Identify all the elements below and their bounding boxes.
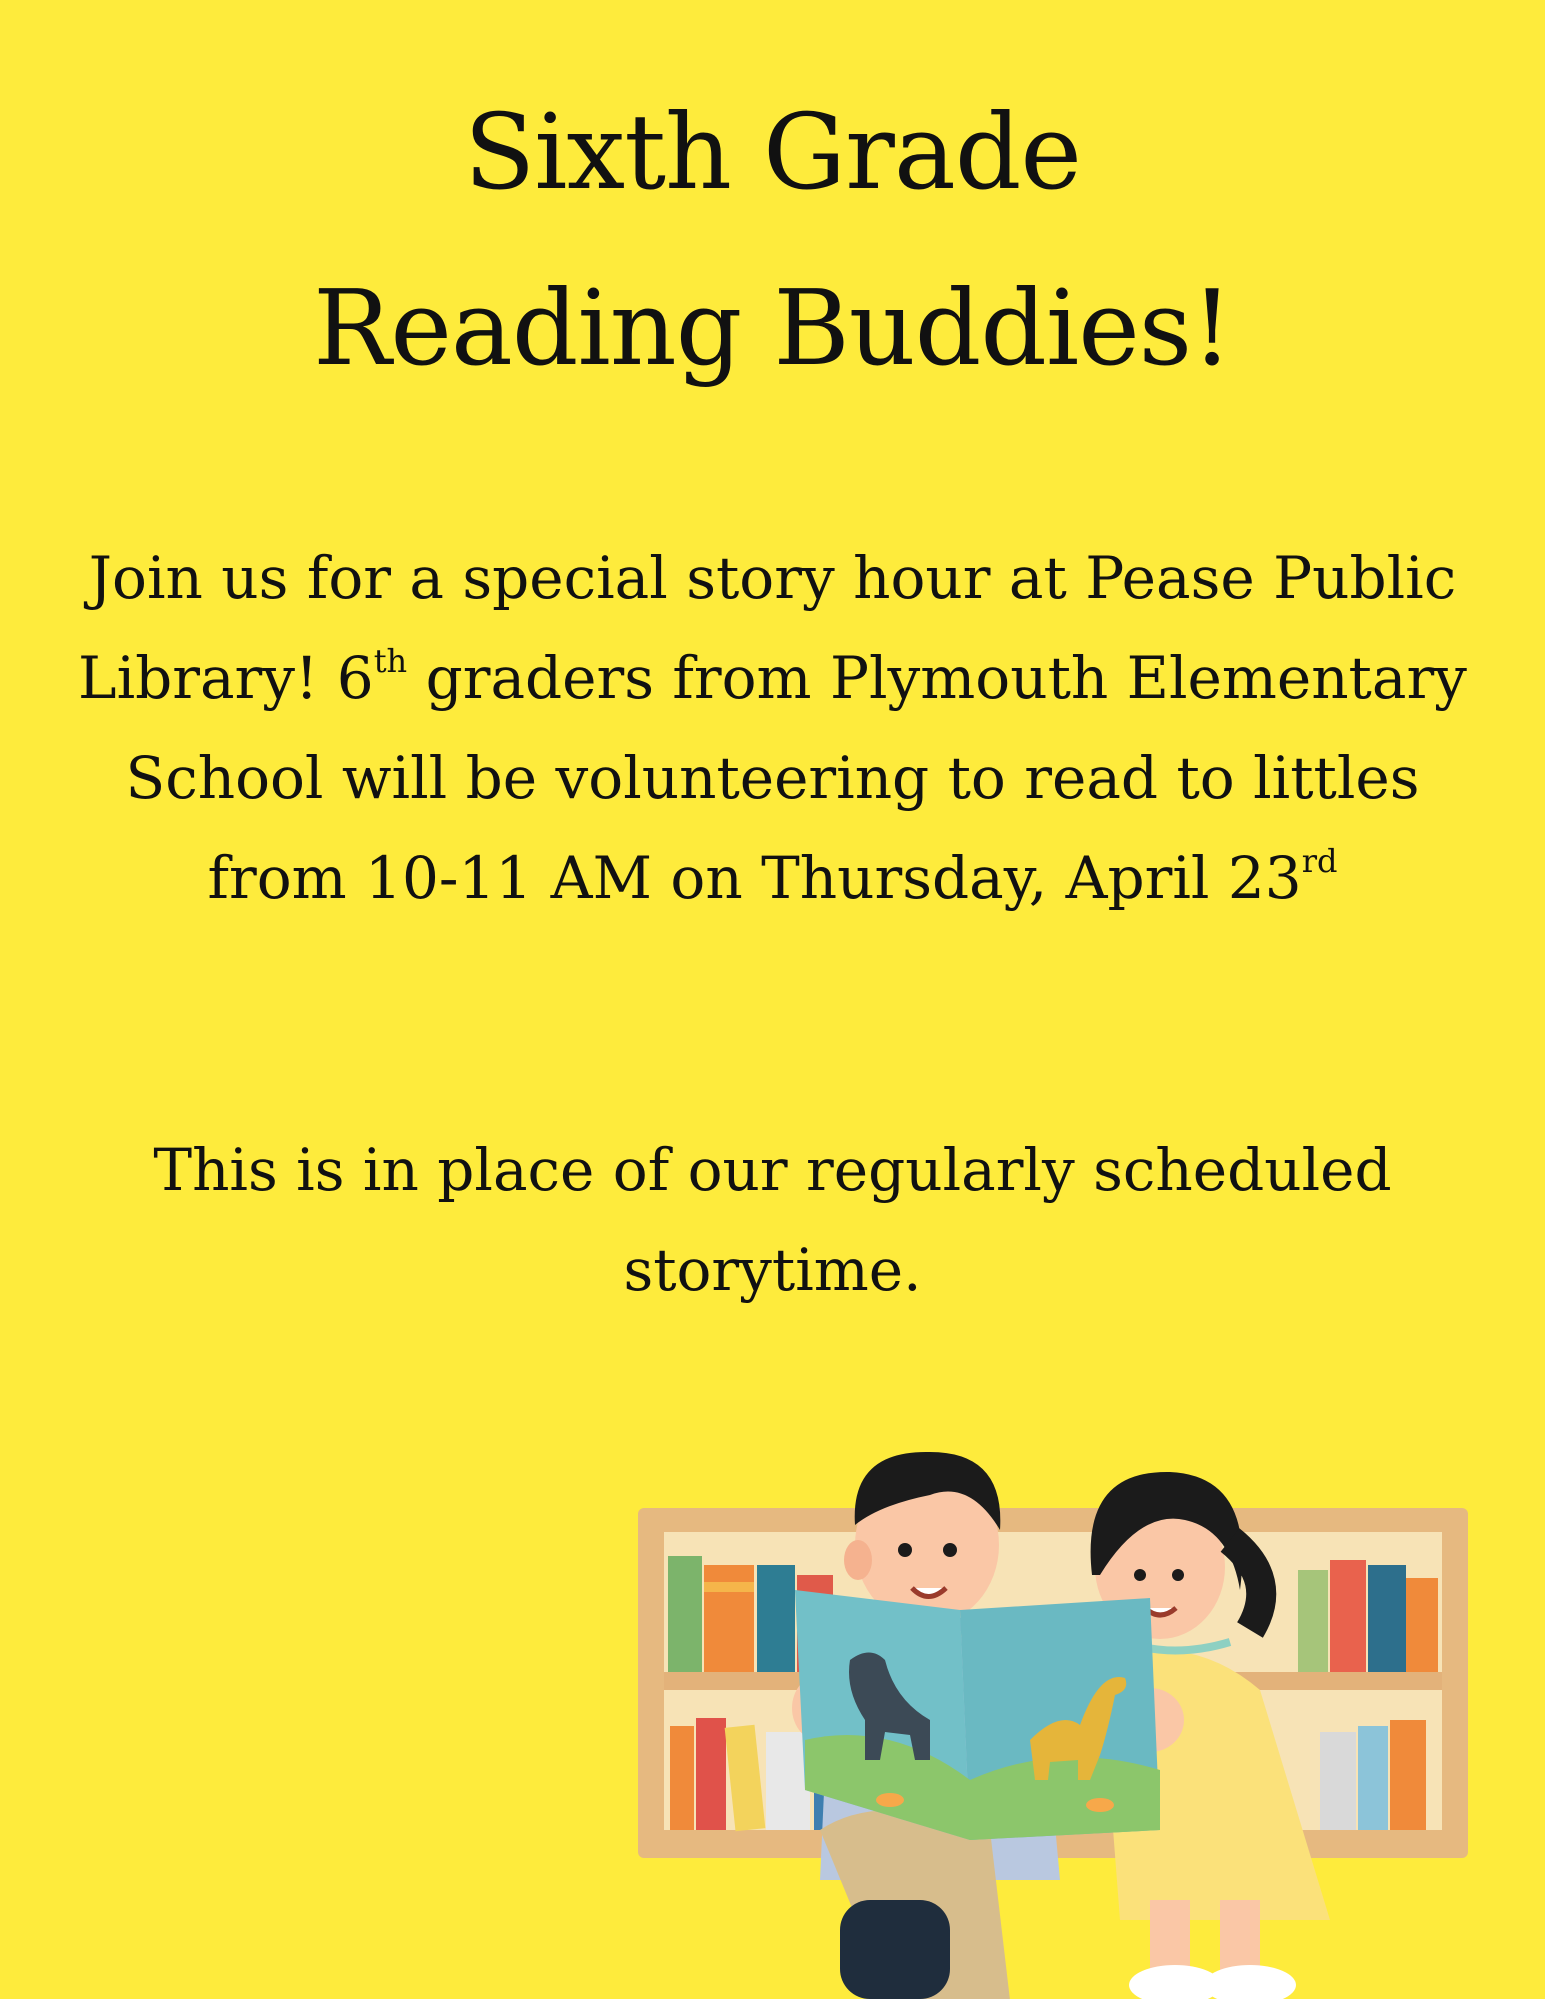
ordinal-suffix-th: th (373, 642, 408, 680)
announcement-text-1: Join us for a special story hour at Pease Public Library! 6 (78, 544, 1457, 712)
title-line-1: Sixth Grade (464, 91, 1081, 213)
title-line-2: Reading Buddies! (313, 267, 1232, 389)
announcement-text-2: graders from Plymouth Elementary School will be volunteering to read to littles from 10-11 AM on Thursday, April 23 (125, 644, 1467, 912)
note-paragraph: This is in place of our regularly scheduled storytime. (153, 1136, 1392, 1304)
ordinal-suffix-rd: rd (1301, 842, 1338, 880)
announcement-paragraph (60, 528, 1485, 928)
open-book-icon (795, 1590, 1160, 1840)
kids-reading-book-illustration (630, 1360, 1500, 1999)
